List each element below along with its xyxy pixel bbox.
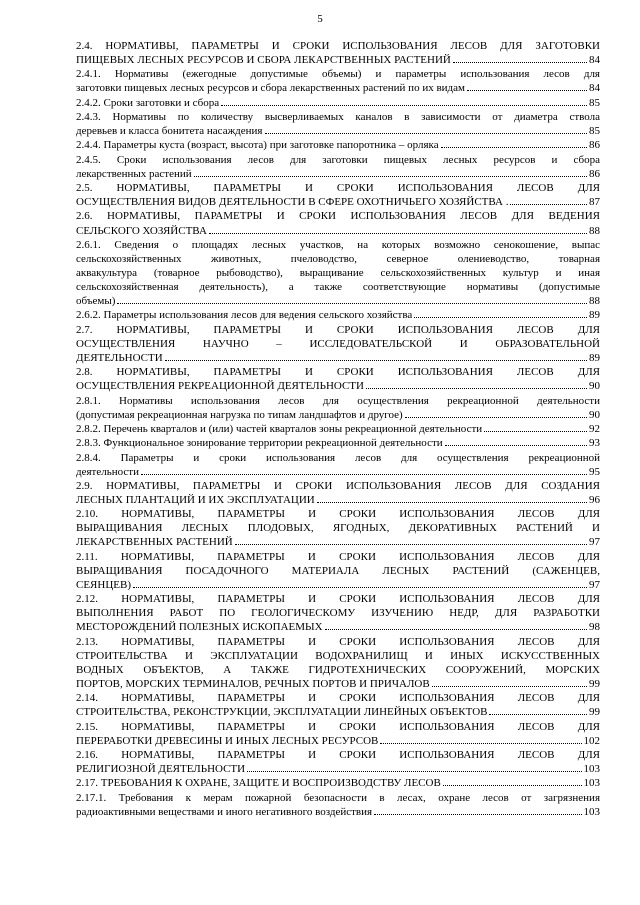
- dot-leader: [380, 743, 581, 744]
- toc-entry[interactable]: [76, 635, 600, 691]
- dot-leader: [489, 714, 587, 715]
- toc-entry-text-line: заготовки пищевых лесных ресурсов и сбора лекарственных растений по их видам: [76, 82, 465, 95]
- dot-leader: [374, 814, 581, 815]
- toc-entry-page-number: 96: [589, 494, 600, 506]
- toc-entry-page-number: 84: [589, 82, 600, 95]
- toc-entry-text-line: радиоактивными веществами и иного негативного воздействия: [76, 805, 373, 818]
- toc-entry-page-number: 97: [589, 536, 600, 549]
- toc-entry-text-line: 2.6. НОРМАТИВЫ, ПАРАМЕТРЫ И СРОКИ ИСПОЛЬЗОВАНИЯ ЛЕСОВ ДЛЯ ВЕДЕНИЯ: [76, 210, 600, 223]
- toc-entry-text-line: ВЫПОЛНЕНИЯ РАБОТ ПО ГЕОЛОГИЧЕСКОМУ ИЗУЧЕНИЮ НЕДР, ДЛЯ РАЗРАБОТКИ: [76, 607, 600, 620]
- toc-entry[interactable]: [76, 691, 600, 719]
- toc-entry-text-line: 2.8. НОРМАТИВЫ, ПАРАМЕТРЫ И СРОКИ ИСПОЛЬЗОВАНИЯ ЛЕСОВ ДЛЯ: [76, 366, 600, 379]
- toc-entry-page-number: 93: [589, 437, 600, 450]
- toc-entry-page-number: 98: [589, 621, 600, 634]
- toc-entry-page-number: 84: [589, 54, 600, 67]
- toc-entry-text-line: 2.8.1. Нормативы использования лесов для осуществления рекреационной деятельности: [76, 394, 600, 407]
- toc-entry-text-line: 2.16. НОРМАТИВЫ, ПАРАМЕТРЫ И СРОКИ ИСПОЛЬЗОВАНИЯ ЛЕСОВ ДЛЯ: [76, 749, 600, 761]
- toc-entry-page-number: 90: [589, 380, 600, 393]
- toc-entry[interactable]: [76, 394, 600, 422]
- toc-entry-text-line: деревьев и класса бонитета насаждения: [76, 125, 263, 138]
- toc-entry-text-line: ОСУЩЕСТВЛЕНИЯ ВИДОВ ДЕЯТЕЛЬНОСТИ В СФЕРЕ ОХОТНИЧЬЕГО ХОЗЯЙСТВА .: [76, 196, 509, 209]
- dot-leader: [366, 388, 587, 389]
- dot-leader: [221, 105, 587, 106]
- dot-leader: [484, 431, 587, 432]
- toc-entry-text-line: ЛЕКАРСТВЕННЫХ РАСТЕНИЙ: [76, 536, 233, 549]
- toc-entry-text-line: РЕЛИГИОЗНОЙ ДЕЯТЕЛЬНОСТИ: [76, 763, 246, 776]
- toc-entry[interactable]: [76, 479, 600, 507]
- toc-entry-page-number: 103: [583, 805, 600, 818]
- toc-entry-text-line: аквакультура (товарное рыбоводство), выращивание сельскохозяйственных культур и иная: [76, 267, 600, 279]
- dot-leader: [165, 360, 587, 361]
- dot-leader: [194, 176, 587, 177]
- toc-entry[interactable]: [76, 748, 600, 776]
- toc-entry-text-line: ПЕРЕРАБОТКИ ДРЕВЕСИНЫ И ИНЫХ ЛЕСНЫХ РЕСУРСОВ: [76, 734, 379, 747]
- toc-entry-page-number: 86: [589, 167, 600, 180]
- toc-entry[interactable]: [76, 720, 600, 748]
- toc-entry-page-number: 86: [589, 139, 600, 152]
- dot-leader: [117, 303, 587, 304]
- toc-entry-text-line: 2.8.3. Функциональное зонирование территории рекреационной деятельности: [76, 437, 443, 450]
- toc-entry-text-line: СТРОИТЕЛЬСТВА, РЕКОНСТРУКЦИИ, ЭКСПЛУАТАЦИИ ЛИНЕЙНЫХ ОБЪЕКТОВ: [76, 706, 488, 719]
- toc-entry-text-line: ВОДНЫХ ОБЪЕКТОВ, А ТАКЖЕ ГИДРОТЕХНИЧЕСКИХ СООРУЖЕНИЙ, МОРСКИХ: [76, 663, 600, 676]
- toc-entry-page-number: 92: [589, 422, 600, 435]
- toc-entry[interactable]: [76, 776, 600, 790]
- toc-entry-text-line: объемы): [76, 295, 116, 308]
- toc-entry-page-number: 97: [589, 578, 600, 591]
- toc-entry-page-number: 95: [589, 465, 600, 478]
- toc-entry[interactable]: [76, 96, 600, 110]
- toc-entry-text-line: ОСУЩЕСТВЛЕНИЯ НАУЧНО – ИССЛЕДОВАТЕЛЬСКОЙ И ОБРАЗОВАТЕЛЬНОЙ: [76, 337, 600, 350]
- toc-entry-text-line: 2.11. НОРМАТИВЫ, ПАРАМЕТРЫ И СРОКИ ИСПОЛЬЗОВАНИЯ ЛЕСОВ ДЛЯ: [76, 550, 600, 563]
- toc-entry[interactable]: [76, 507, 600, 549]
- dot-leader: [317, 502, 587, 503]
- toc-entry-text-line: ВЫРАЩИВАНИЯ ПОСАДОЧНОГО МАТЕРИАЛА ЛЕСНЫХ РАСТЕНИЙ (САЖЕНЦЕВ,: [76, 564, 600, 577]
- toc-entry-page-number: 85: [589, 96, 600, 109]
- dot-leader: [510, 204, 587, 205]
- toc-entry-text-line: 2.12. НОРМАТИВЫ, ПАРАМЕТРЫ И СРОКИ ИСПОЛЬЗОВАНИЯ ЛЕСОВ ДЛЯ: [76, 593, 600, 606]
- toc-entry[interactable]: [76, 308, 600, 322]
- toc-entry-page-number: 89: [589, 309, 600, 322]
- toc-entry-page-number: 87: [589, 196, 600, 209]
- table-of-contents: [76, 39, 600, 819]
- toc-entry[interactable]: [76, 323, 600, 365]
- toc-entry[interactable]: [76, 138, 600, 152]
- toc-entry-page-number: 103: [583, 763, 600, 776]
- toc-entry-text-line: 2.6.1. Сведения о площадях лесных участков, на которых возможно сенокошение, выпас: [76, 238, 600, 251]
- toc-entry-page-number: 85: [589, 125, 600, 138]
- toc-entry-text-line: лекарственных растений: [76, 167, 192, 180]
- dot-leader: [443, 785, 582, 786]
- toc-entry-text-line: 2.7. НОРМАТИВЫ, ПАРАМЕТРЫ И СРОКИ ИСПОЛЬЗОВАНИЯ ЛЕСОВ ДЛЯ: [76, 323, 600, 336]
- toc-entry[interactable]: [76, 39, 600, 67]
- toc-entry[interactable]: [76, 422, 600, 436]
- toc-entry-text-line: деятельности: [76, 465, 139, 478]
- toc-entry-text-line: сельскохозяйственных животных, пчеловодство, северное олениеводство, товарная: [76, 252, 600, 265]
- toc-entry-text-line: 2.8.2. Перечень кварталов и (или) частей кварталов зоны рекреационной деятельности: [76, 422, 483, 435]
- toc-entry-text-line: 2.4.1. Нормативы (ежегодные допустимые объемы) и параметры использования лесов для: [76, 68, 600, 81]
- dot-leader: [432, 686, 587, 687]
- toc-entry-text-line: 2.4.5. Сроки использования лесов для заготовки пищевых лесных ресурсов и сбора: [76, 153, 600, 166]
- toc-entry-page-number: 102: [583, 734, 600, 747]
- toc-entry[interactable]: [76, 181, 600, 209]
- toc-entry-text-line: 2.9. НОРМАТИВЫ, ПАРАМЕТРЫ И СРОКИ ИСПОЛЬЗОВАНИЯ ЛЕСОВ ДЛЯ СОЗДАНИЯ: [76, 479, 600, 492]
- dot-leader: [265, 133, 588, 134]
- dot-leader: [325, 629, 587, 630]
- toc-entry-text-line: МЕСТОРОЖДЕНИЙ ПОЛЕЗНЫХ ИСКОПАЕМЫХ: [76, 621, 323, 634]
- toc-entry[interactable]: [76, 592, 600, 634]
- dot-leader: [247, 771, 581, 772]
- toc-entry-text-line: СТРОИТЕЛЬСТВА И ЭКСПЛУАТАЦИИ ВОДОХРАНИЛИЩ И ИНЫХ ИСКУССТВЕННЫХ: [76, 649, 600, 662]
- toc-entry-text-line: ДЕЯТЕЛЬНОСТИ: [76, 351, 163, 364]
- toc-entry-text-line: 2.4.3. Нормативы по количеству высверливаемых каналов в зависимости от диаметра ствола: [76, 111, 600, 124]
- dot-leader: [405, 417, 587, 418]
- dot-leader: [453, 62, 587, 63]
- toc-entry-text-line: 2.4.4. Параметры куста (возраст, высота) при заготовке папоротника – орляка: [76, 139, 439, 152]
- toc-entry-text-line: 2.6.2. Параметры использования лесов для ведения сельского хозяйства: [76, 309, 413, 322]
- toc-entry-text-line: 2.5. НОРМАТИВЫ, ПАРАМЕТРЫ И СРОКИ ИСПОЛЬЗОВАНИЯ ЛЕСОВ ДЛЯ: [76, 182, 600, 195]
- toc-entry[interactable]: [76, 550, 600, 592]
- dot-leader: [209, 233, 587, 234]
- toc-entry[interactable]: [76, 209, 600, 237]
- toc-entry-page-number: 99: [589, 677, 600, 690]
- page-number: 5: [317, 13, 323, 25]
- toc-entry-text-line: 2.8.4. Параметры и сроки использования лесов для осуществления рекреационной: [76, 451, 600, 464]
- dot-leader: [414, 317, 587, 318]
- toc-entry-page-number: 89: [589, 351, 600, 364]
- dot-leader: [235, 544, 587, 545]
- toc-entry-text-line: 2.17.1. Требования к мерам пожарной безопасности в лесах, охране лесов от загрязнения: [76, 791, 600, 804]
- toc-entry-text-line: ОСУЩЕСТВЛЕНИЯ РЕКРЕАЦИОННОЙ ДЕЯТЕЛЬНОСТИ: [76, 380, 364, 393]
- dot-leader: [445, 445, 587, 446]
- toc-entry-text-line: ПОРТОВ, МОРСКИХ ТЕРМИНАЛОВ, РЕЧНЫХ ПОРТОВ И ПРИЧАЛОВ: [76, 677, 430, 690]
- toc-entry[interactable]: [76, 451, 600, 479]
- toc-entry[interactable]: [76, 110, 600, 138]
- toc-entry-text-line: ПИЩЕВЫХ ЛЕСНЫХ РЕСУРСОВ И СБОРА ЛЕКАРСТВЕННЫХ РАСТЕНИЙ: [76, 54, 451, 67]
- toc-entry-text-line: 2.10. НОРМАТИВЫ, ПАРАМЕТРЫ И СРОКИ ИСПОЛЬЗОВАНИЯ ЛЕСОВ ДЛЯ: [76, 508, 600, 521]
- toc-entry[interactable]: [76, 436, 600, 450]
- dot-leader: [141, 474, 587, 475]
- toc-entry-text-line: 2.13. НОРМАТИВЫ, ПАРАМЕТРЫ И СРОКИ ИСПОЛЬЗОВАНИЯ ЛЕСОВ ДЛЯ: [76, 635, 600, 648]
- toc-entry[interactable]: [76, 791, 600, 819]
- toc-entry-page-number: 88: [589, 224, 600, 237]
- toc-entry[interactable]: [76, 153, 600, 181]
- toc-entry-text-line: 2.4.2. Сроки заготовки и сбора: [76, 96, 220, 109]
- toc-entry-text-line: 2.4. НОРМАТИВЫ, ПАРАМЕТРЫ И СРОКИ ИСПОЛЬЗОВАНИЯ ЛЕСОВ ДЛЯ ЗАГОТОВКИ: [76, 40, 600, 52]
- toc-entry-page-number: 88: [589, 295, 600, 308]
- toc-entry-text-line: СЕЛЬСКОГО ХОЗЯЙСТВА: [76, 224, 207, 237]
- dot-leader: [467, 90, 587, 91]
- dot-leader: [441, 147, 587, 148]
- toc-entry-text-line: сельскохозяйственная деятельность), а также соответствующие нормативы (допустимые: [76, 281, 600, 294]
- toc-entry-text-line: (допустимая рекреационная нагрузка по типам ландшафтов и другое): [76, 408, 403, 421]
- toc-entry[interactable]: [76, 365, 600, 393]
- toc-entry-text-line: ЛЕСНЫХ ПЛАНТАЦИЙ И ИХ ЭКСПЛУАТАЦИИ: [76, 494, 315, 506]
- toc-entry-text-line: 2.17. ТРЕБОВАНИЯ К ОХРАНЕ, ЗАЩИТЕ И ВОСПРОИЗВОДСТВУ ЛЕСОВ: [76, 777, 441, 790]
- toc-entry[interactable]: [76, 238, 600, 308]
- toc-entry-page-number: 99: [589, 706, 600, 719]
- toc-entry[interactable]: [76, 67, 600, 95]
- toc-entry-text-line: 2.14. НОРМАТИВЫ, ПАРАМЕТРЫ И СРОКИ ИСПОЛЬЗОВАНИЯ ЛЕСОВ ДЛЯ: [76, 692, 600, 705]
- toc-entry-text-line: СЕЯНЦЕВ): [76, 578, 131, 591]
- toc-entry-text-line: ВЫРАЩИВАНИЯ ЛЕСНЫХ ПЛОДОВЫХ, ЯГОДНЫХ, ДЕКОРАТИВНЫХ РАСТЕНИЙ И: [76, 522, 600, 535]
- dot-leader: [133, 587, 587, 588]
- toc-entry-page-number: 90: [589, 408, 600, 421]
- toc-entry-page-number: 103: [583, 777, 600, 790]
- toc-entry-text-line: 2.15. НОРМАТИВЫ, ПАРАМЕТРЫ И СРОКИ ИСПОЛЬЗОВАНИЯ ЛЕСОВ ДЛЯ: [76, 720, 600, 733]
